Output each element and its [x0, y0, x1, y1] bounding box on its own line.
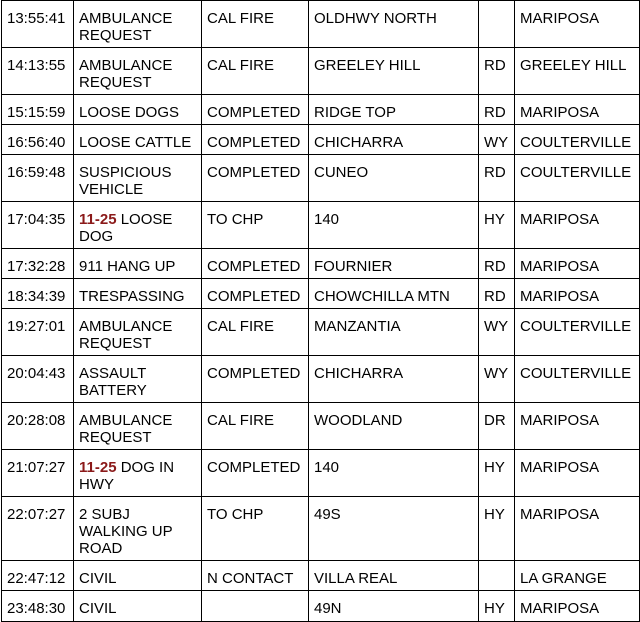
table-row — [2, 279, 640, 309]
call-disposition: CAL FIRE — [207, 10, 274, 27]
call-location: VILLA REAL — [314, 570, 398, 587]
call-nature: AMBULANCE REQUEST — [79, 318, 173, 352]
call-location: WOODLAND — [314, 412, 403, 429]
street-suffix-cell — [479, 356, 515, 403]
call-city-cell — [515, 48, 640, 95]
call-time: 22:07:27 — [7, 506, 66, 523]
call-disposition: CAL FIRE — [207, 412, 274, 429]
call-disposition-cell — [202, 561, 309, 591]
call-city: MARIPOSA — [520, 10, 600, 27]
call-nature: LOOSE DOG — [79, 211, 173, 245]
call-time-cell — [2, 279, 74, 309]
call-city: MARIPOSA — [520, 104, 600, 121]
call-nature-cell — [74, 403, 202, 450]
street-suffix: WY — [484, 134, 509, 151]
call-location: CHICHARRA — [314, 365, 404, 382]
call-nature-cell — [74, 202, 202, 249]
street-suffix-cell — [479, 497, 515, 561]
call-location-cell — [309, 591, 479, 622]
call-disposition: COMPLETED — [207, 459, 301, 476]
street-suffix-cell — [479, 249, 515, 279]
call-time-cell — [2, 591, 74, 622]
street-suffix: RD — [484, 288, 506, 305]
call-city-cell — [515, 356, 640, 403]
call-nature: SUSPICIOUS VEHICLE — [79, 164, 172, 198]
call-disposition: COMPLETED — [207, 258, 301, 275]
call-time: 15:15:59 — [7, 104, 66, 121]
call-disposition-cell — [202, 125, 309, 155]
call-time: 23:48:30 — [7, 600, 66, 617]
table-row — [2, 450, 640, 497]
street-suffix: RD — [484, 258, 506, 275]
street-suffix: WY — [484, 365, 509, 382]
call-disposition-cell — [202, 48, 309, 95]
call-disposition-cell — [202, 591, 309, 622]
call-time: 14:13:55 — [7, 57, 66, 74]
call-location-cell — [309, 279, 479, 309]
call-location-cell — [309, 155, 479, 202]
street-suffix-cell — [479, 202, 515, 249]
call-city: MARIPOSA — [520, 459, 600, 476]
call-time: 22:47:12 — [7, 570, 66, 587]
street-suffix-cell — [479, 95, 515, 125]
call-city-cell — [515, 591, 640, 622]
dispatch-log-table — [1, 0, 640, 622]
call-city: MARIPOSA — [520, 600, 600, 617]
call-location: FOURNIER — [314, 258, 393, 275]
call-disposition-cell — [202, 309, 309, 356]
call-location-cell — [309, 249, 479, 279]
street-suffix-cell — [479, 155, 515, 202]
call-time-cell — [2, 309, 74, 356]
call-city-cell — [515, 95, 640, 125]
call-location: GREELEY HILL — [314, 57, 421, 74]
street-suffix: RD — [484, 164, 506, 181]
call-city: COULTERVILLE — [520, 164, 632, 181]
call-time-cell — [2, 202, 74, 249]
call-nature: DOG IN HWY — [79, 459, 175, 493]
table-row — [2, 48, 640, 95]
call-city-cell — [515, 403, 640, 450]
call-time: 19:27:01 — [7, 318, 66, 335]
street-suffix-cell — [479, 561, 515, 591]
street-suffix-cell — [479, 450, 515, 497]
call-nature: LOOSE CATTLE — [79, 134, 192, 151]
call-disposition: COMPLETED — [207, 134, 301, 151]
call-city: MARIPOSA — [520, 211, 600, 228]
call-disposition: TO CHP — [207, 506, 264, 523]
call-location: CHICHARRA — [314, 134, 404, 151]
call-time-cell — [2, 1, 74, 48]
call-code: 11-25 — [79, 211, 117, 228]
street-suffix: HY — [484, 600, 505, 617]
call-nature-cell — [74, 125, 202, 155]
call-nature: 911 HANG UP — [79, 258, 176, 275]
street-suffix: HY — [484, 459, 505, 476]
call-time: 20:04:43 — [7, 365, 66, 382]
call-nature-cell — [74, 279, 202, 309]
call-city: MARIPOSA — [520, 412, 600, 429]
call-time-cell — [2, 561, 74, 591]
call-disposition: COMPLETED — [207, 365, 301, 382]
call-location: MANZANTIA — [314, 318, 401, 335]
call-nature-cell — [74, 309, 202, 356]
call-disposition-cell — [202, 202, 309, 249]
call-time: 17:32:28 — [7, 258, 66, 275]
call-city-cell — [515, 249, 640, 279]
table-row — [2, 356, 640, 403]
call-city-cell — [515, 497, 640, 561]
call-location: 140 — [314, 211, 340, 228]
call-location-cell — [309, 450, 479, 497]
call-time-cell — [2, 48, 74, 95]
call-location-cell — [309, 202, 479, 249]
call-time-cell — [2, 450, 74, 497]
call-nature-cell — [74, 450, 202, 497]
call-time: 21:07:27 — [7, 459, 66, 476]
call-city-cell — [515, 450, 640, 497]
call-location: CUNEO — [314, 164, 369, 181]
call-time: 17:04:35 — [7, 211, 66, 228]
call-nature: LOOSE DOGS — [79, 104, 180, 121]
street-suffix: HY — [484, 211, 505, 228]
table-row — [2, 249, 640, 279]
call-time-cell — [2, 497, 74, 561]
table-row — [2, 125, 640, 155]
call-location-cell — [309, 356, 479, 403]
call-nature-cell — [74, 155, 202, 202]
call-disposition-cell — [202, 356, 309, 403]
call-disposition-cell — [202, 155, 309, 202]
call-city: COULTERVILLE — [520, 134, 632, 151]
call-location-cell — [309, 561, 479, 591]
street-suffix-cell — [479, 125, 515, 155]
table-row — [2, 95, 640, 125]
call-location: 49N — [314, 600, 342, 617]
call-location-cell — [309, 48, 479, 95]
call-nature: AMBULANCE REQUEST — [79, 412, 173, 446]
call-nature: TRESPASSING — [79, 288, 185, 305]
call-time-cell — [2, 403, 74, 450]
call-location: RIDGE TOP — [314, 104, 396, 121]
street-suffix-cell — [479, 591, 515, 622]
call-disposition-cell — [202, 450, 309, 497]
call-location-cell — [309, 497, 479, 561]
call-city: MARIPOSA — [520, 288, 600, 305]
call-time-cell — [2, 95, 74, 125]
street-suffix: HY — [484, 506, 505, 523]
street-suffix: RD — [484, 57, 506, 74]
call-disposition-cell — [202, 249, 309, 279]
street-suffix: DR — [484, 412, 506, 429]
call-city-cell — [515, 309, 640, 356]
call-nature: AMBULANCE REQUEST — [79, 57, 173, 91]
call-disposition: TO CHP — [207, 211, 264, 228]
call-city: COULTERVILLE — [520, 365, 632, 382]
call-disposition-cell — [202, 403, 309, 450]
call-nature-cell — [74, 356, 202, 403]
table-row — [2, 309, 640, 356]
street-suffix-cell — [479, 1, 515, 48]
call-city-cell — [515, 155, 640, 202]
street-suffix-cell — [479, 309, 515, 356]
call-nature-cell — [74, 1, 202, 48]
call-disposition: N CONTACT — [207, 570, 294, 587]
call-disposition: CAL FIRE — [207, 57, 274, 74]
call-nature: AMBULANCE REQUEST — [79, 10, 173, 44]
table-row — [2, 1, 640, 48]
call-location: 140 — [314, 459, 340, 476]
call-city-cell — [515, 561, 640, 591]
call-nature: 2 SUBJ WALKING UP ROAD — [79, 506, 173, 557]
table-row — [2, 497, 640, 561]
table-row — [2, 155, 640, 202]
call-disposition-cell — [202, 1, 309, 48]
call-nature-cell — [74, 497, 202, 561]
dispatch-log-body — [2, 1, 640, 622]
street-suffix-cell — [479, 279, 515, 309]
call-location-cell — [309, 95, 479, 125]
call-time: 13:55:41 — [7, 10, 66, 27]
call-code: 11-25 — [79, 459, 117, 476]
call-city-cell — [515, 1, 640, 48]
call-nature-cell — [74, 561, 202, 591]
call-nature-cell — [74, 95, 202, 125]
call-city: LA GRANGE — [520, 570, 607, 587]
table-row — [2, 403, 640, 450]
call-location: 49S — [314, 506, 341, 523]
call-time-cell — [2, 249, 74, 279]
call-nature-cell — [74, 591, 202, 622]
call-nature-cell — [74, 249, 202, 279]
call-city-cell — [515, 125, 640, 155]
call-city: MARIPOSA — [520, 506, 600, 523]
call-city-cell — [515, 202, 640, 249]
call-nature-cell — [74, 48, 202, 95]
call-location-cell — [309, 125, 479, 155]
street-suffix: RD — [484, 104, 506, 121]
call-nature: CIVIL — [79, 600, 117, 617]
call-nature: ASSAULT BATTERY — [79, 365, 147, 399]
street-suffix-cell — [479, 48, 515, 95]
call-location-cell — [309, 1, 479, 48]
call-time-cell — [2, 155, 74, 202]
call-city: GREELEY HILL — [520, 57, 627, 74]
call-location-cell — [309, 309, 479, 356]
table-row — [2, 561, 640, 591]
call-disposition: COMPLETED — [207, 104, 301, 121]
call-nature: CIVIL — [79, 570, 117, 587]
call-disposition: COMPLETED — [207, 288, 301, 305]
street-suffix: WY — [484, 318, 509, 335]
table-row — [2, 202, 640, 249]
table-row — [2, 591, 640, 622]
call-location: OLDHWY NORTH — [314, 10, 437, 27]
call-disposition-cell — [202, 95, 309, 125]
call-city-cell — [515, 279, 640, 309]
call-location: CHOWCHILLA MTN — [314, 288, 450, 305]
call-city: COULTERVILLE — [520, 318, 632, 335]
call-time-cell — [2, 125, 74, 155]
call-time: 16:59:48 — [7, 164, 66, 181]
call-city: MARIPOSA — [520, 258, 600, 275]
call-time: 16:56:40 — [7, 134, 66, 151]
call-disposition-cell — [202, 279, 309, 309]
street-suffix-cell — [479, 403, 515, 450]
call-disposition-cell — [202, 497, 309, 561]
call-disposition: CAL FIRE — [207, 318, 274, 335]
call-time-cell — [2, 356, 74, 403]
call-disposition: COMPLETED — [207, 164, 301, 181]
call-time: 20:28:08 — [7, 412, 66, 429]
call-time: 18:34:39 — [7, 288, 66, 305]
call-location-cell — [309, 403, 479, 450]
